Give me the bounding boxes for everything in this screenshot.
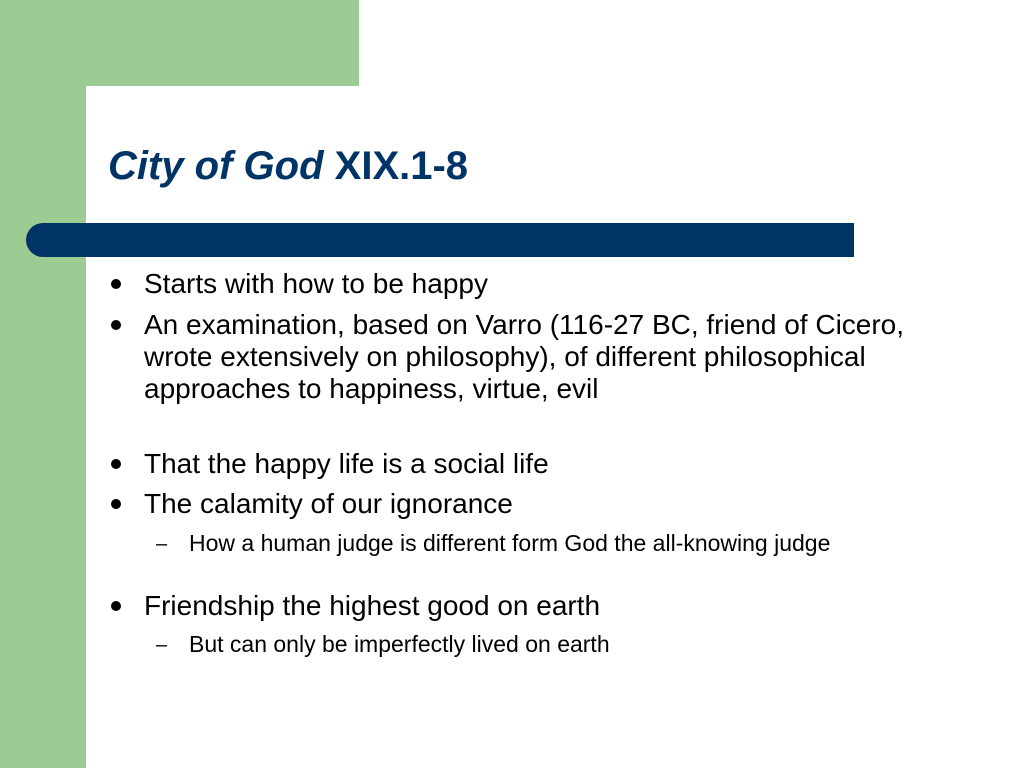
bullet-icon — [108, 276, 124, 292]
bullet-item-5: Friendship the highest good on earth — [144, 590, 601, 621]
bullet-icon — [108, 456, 124, 472]
sub-bullet-dash: – — [156, 634, 168, 656]
bullet-item-4: The calamity of our ignorance — [144, 488, 513, 519]
bullet-icon — [108, 598, 124, 614]
sub-bullet-dash: – — [156, 533, 168, 555]
bullet-icon — [108, 496, 124, 512]
title-italic-part: City of God — [108, 144, 324, 188]
bullet-item-3: That the happy life is a social life — [144, 448, 549, 479]
bullet-item-2: An examination, based on Varro (116-27 BC, friend of Cicero, wrote extensively on philosophy), of different philosophical approaches to happiness, virtue, evil — [144, 309, 905, 404]
bullet-item-1: Starts with how to be happy — [144, 268, 488, 299]
sub-bullet-item-2: But can only be imperfectly lived on earth — [189, 631, 610, 657]
bullet-icon — [108, 317, 124, 333]
sub-bullet-item-1: How a human judge is different form God the all-knowing judge — [189, 530, 831, 556]
title-rest: XIX.1-8 — [323, 144, 469, 188]
